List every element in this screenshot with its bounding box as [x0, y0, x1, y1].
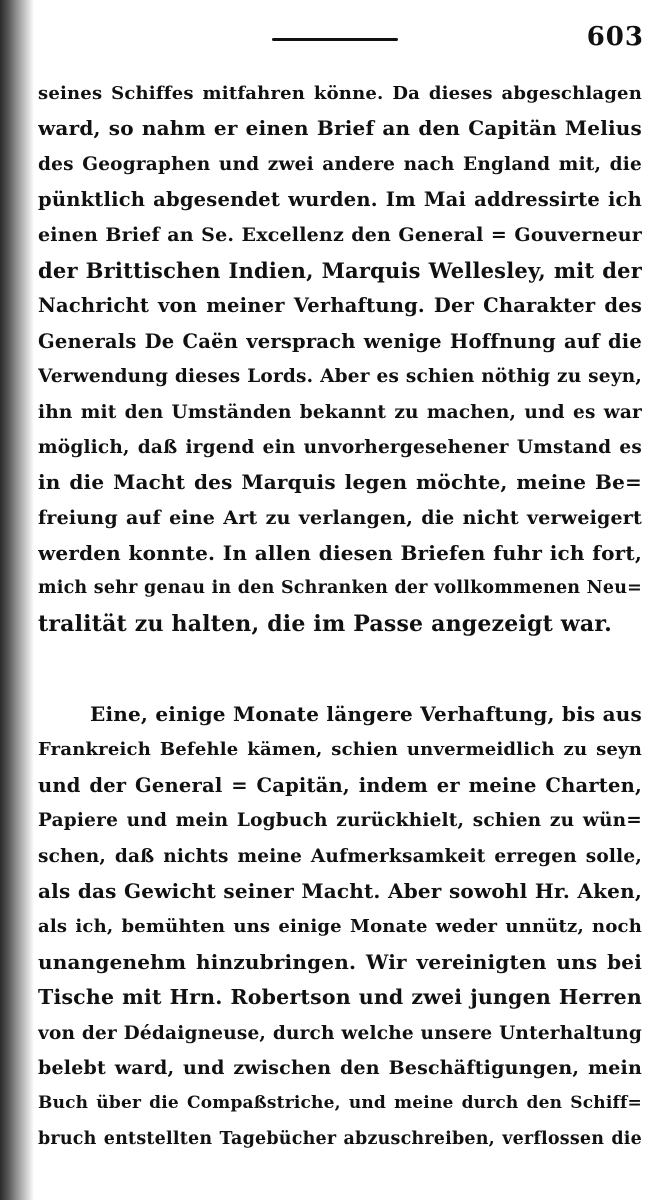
text-line: Eine, einige Monate längere Verhaftung, bis aus — [90, 702, 642, 726]
text-line: einen Brief an Se. Excellenz den General = Gouverneur — [38, 223, 642, 246]
text-line: tralität zu halten, die im Passe angezeigt war. — [38, 610, 613, 637]
text-line: unangenehm hinzubringen. Wir vereinigten uns bei — [38, 949, 642, 974]
text-line: möglich, daß irgend ein unvorhergesehener Umstand es — [38, 436, 642, 458]
text-line: pünktlich abgesendet wurden. Im Mai addressirte ich — [38, 188, 642, 212]
text-line: Papiere und mein Logbuch zurückhielt, schien zu wün= — [38, 810, 642, 832]
text-line: bruch entstellten Tagebücher abzuschreiben, verflossen die — [38, 1128, 642, 1149]
page-number: 603 — [586, 22, 644, 52]
paragraph-1 — [38, 76, 642, 642]
page-header — [0, 22, 664, 62]
text-line: und der General = Capitän, indem er meine Charten, — [38, 773, 642, 797]
text-line: von der Dédaigneuse, durch welche unsere Unterhaltung — [38, 1022, 642, 1044]
text-line: Buch über die Compaßstriche, und meine durch den Schiff= — [38, 1093, 642, 1114]
text-line: des Geographen und zwei andere nach England mit, die — [38, 153, 642, 175]
text-line: ward, so nahm er einen Brief an den Capitän Melius — [38, 116, 642, 141]
text-line: in die Macht des Marquis legen möchte, meine Be= — [38, 470, 642, 495]
text-line: Frankreich Befehle kämen, schien unvermeidlich zu seyn — [38, 739, 642, 761]
text-line: werden konnte. In allen diesen Briefen fuhr ich fort, — [38, 541, 642, 566]
text-line: schen, daß nichts meine Aufmerksamkeit erregen solle, — [38, 845, 642, 867]
text-line: ihn mit den Umständen bekannt zu machen, und es war — [38, 401, 642, 423]
text-line: als ich, bemühten uns einige Monate weder unnütz, noch — [38, 916, 642, 938]
text-line: als das Gewicht seiner Macht. Aber sowohl Hr. Aken, — [38, 878, 642, 903]
text-line: der Brittischen Indien, Marquis Wellesley, mit der — [38, 257, 642, 283]
text-line: mich sehr genau in den Schranken der vollkommenen Neu= — [38, 578, 642, 599]
text-line: Verwendung dieses Lords. Aber es schien nöthig zu seyn, — [38, 366, 642, 388]
binding-gutter-shadow — [0, 0, 34, 1200]
text-line: Generals De Caën versprach wenige Hoffnung auf die — [38, 329, 642, 353]
text-line: freiung auf eine Art zu verlangen, die nicht verweigert — [38, 506, 642, 529]
text-line: belebt ward, und zwischen den Beschäftigungen, mein — [38, 1056, 642, 1079]
header-rule — [272, 38, 398, 41]
text-line: seines Schiffes mitfahren könne. Da dieses abgeschlagen — [38, 83, 642, 104]
text-line: Tische mit Hrn. Robertson und zwei jungen Herren — [38, 985, 642, 1010]
text-line: Nachricht von meiner Verhaftung. Der Charakter des — [38, 294, 642, 318]
paragraph-2 — [38, 697, 642, 1157]
